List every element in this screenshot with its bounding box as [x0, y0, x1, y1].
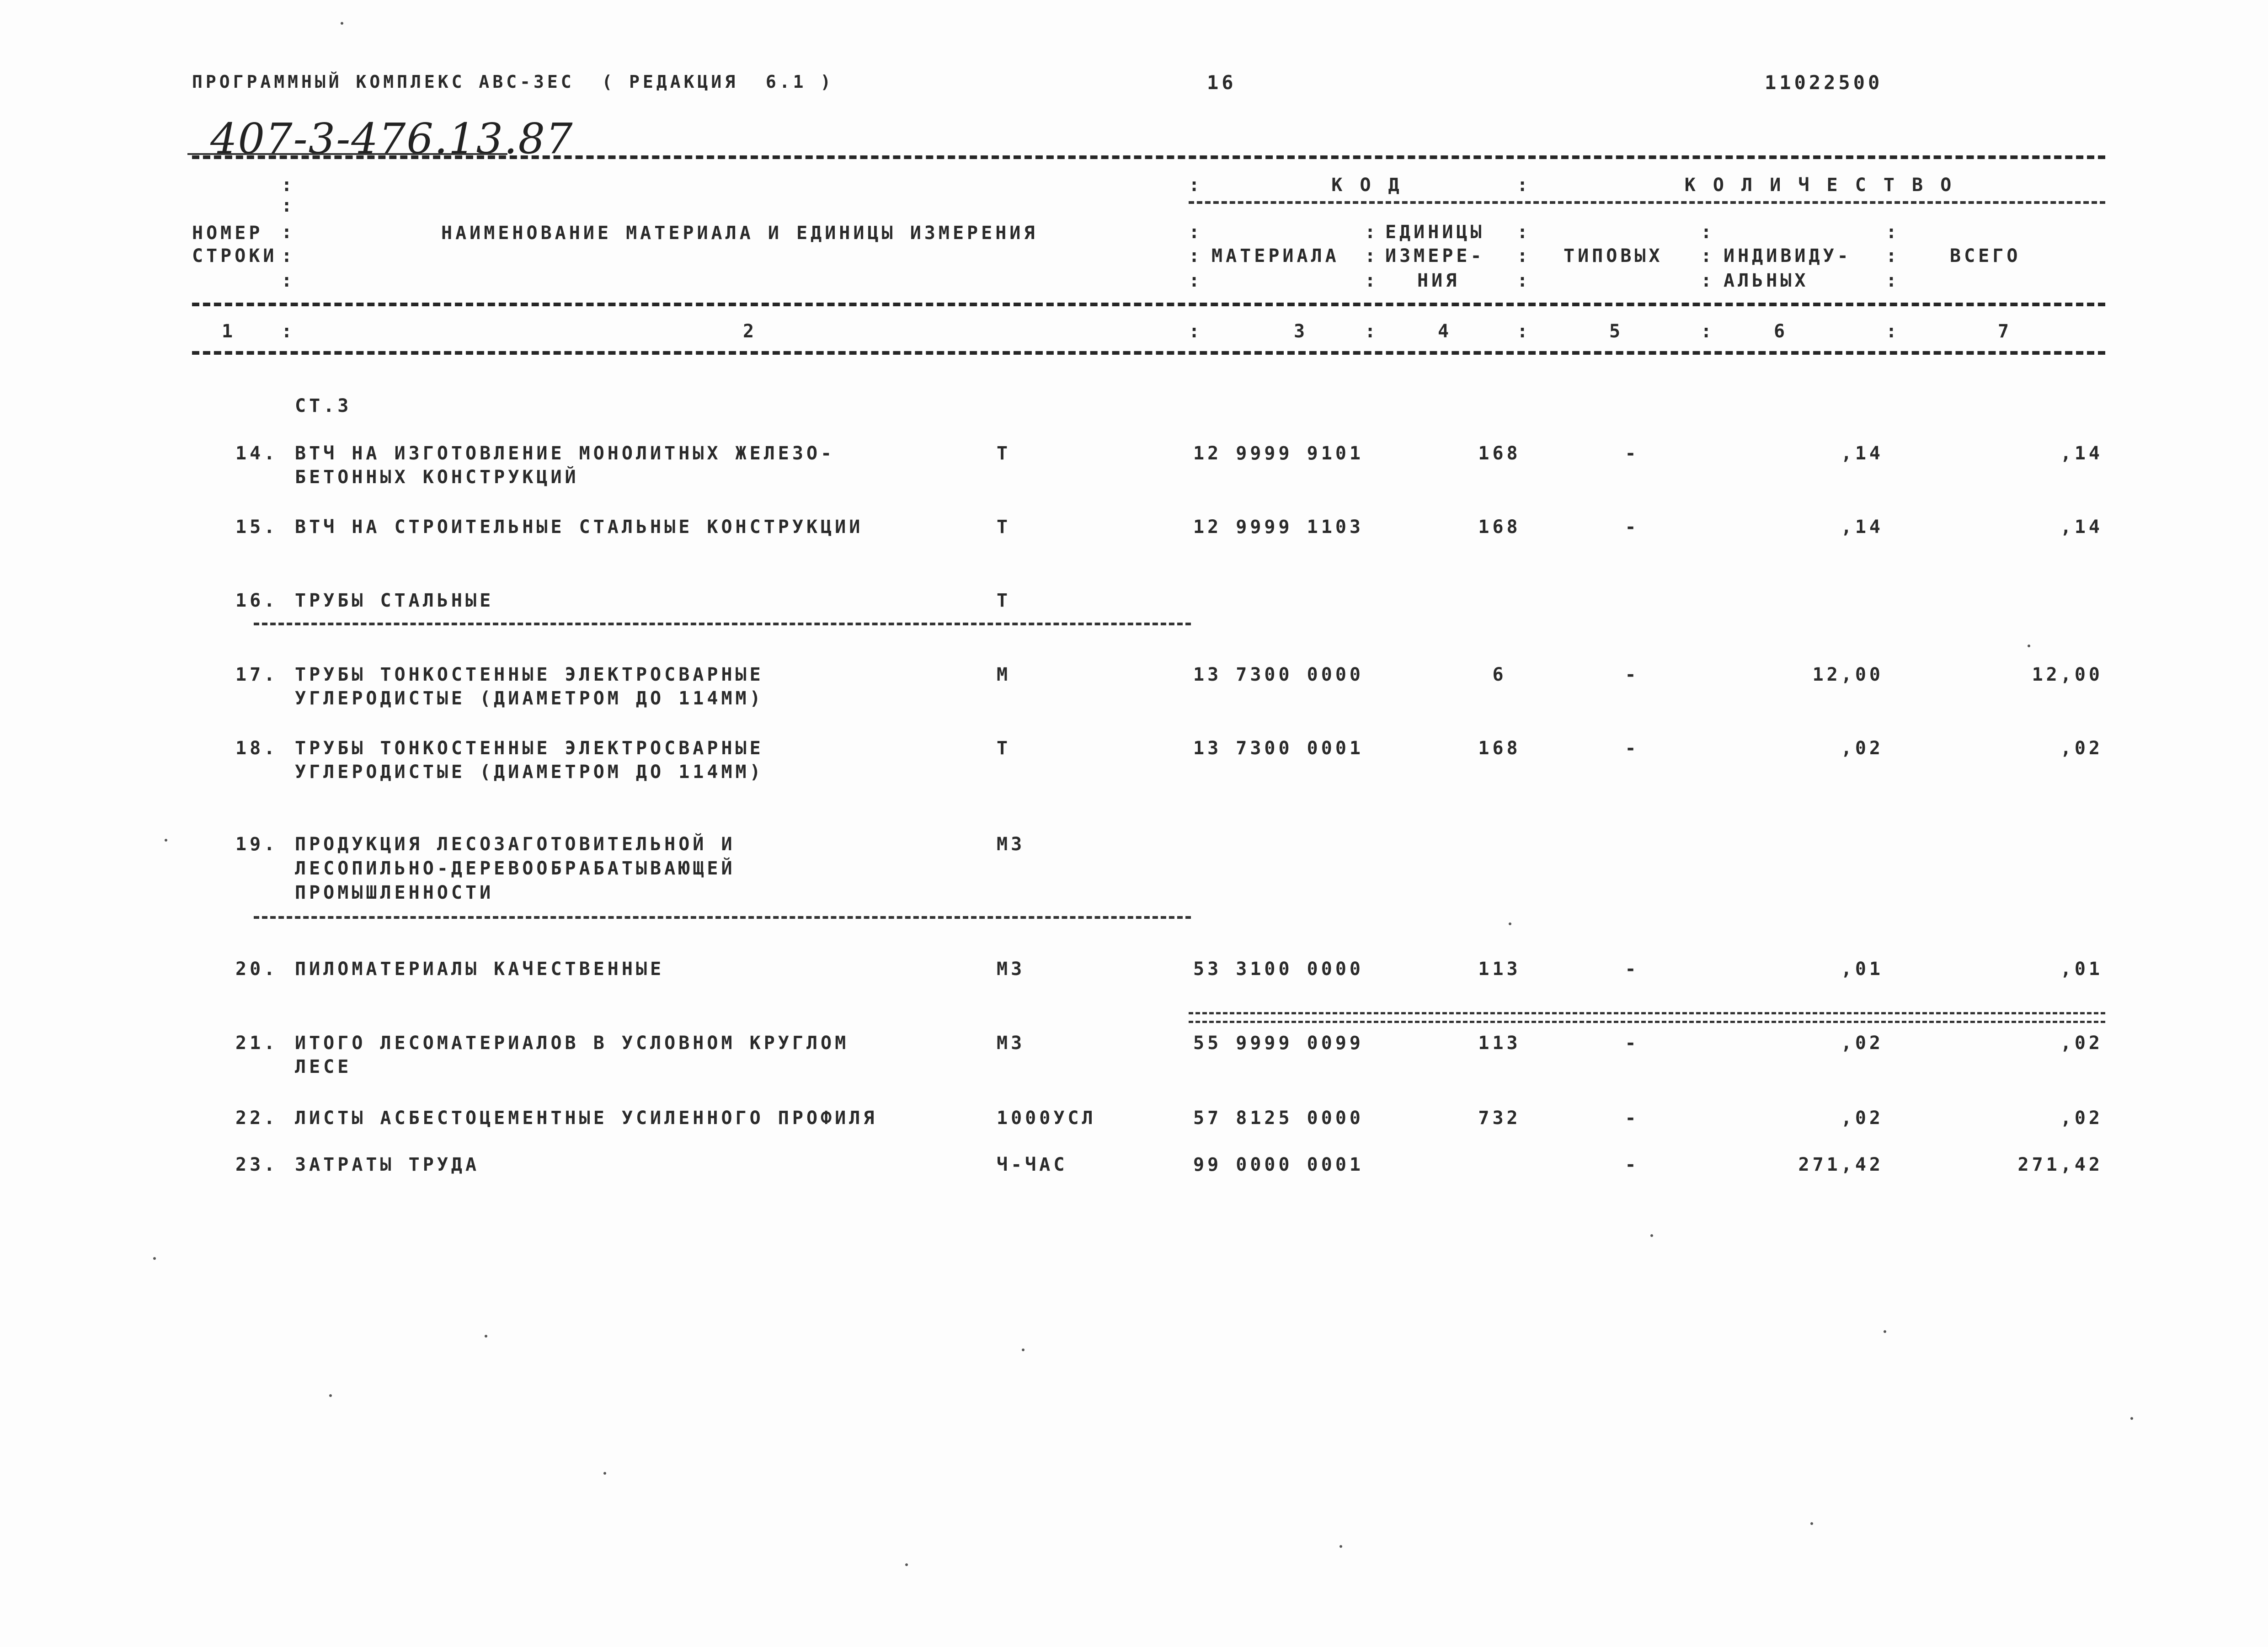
material-name: ЛИСТЫ АСБЕСТОЦЕМЕНТНЫЕ УСИЛЕННОГО ПРОФИЛЯ — [295, 1108, 878, 1129]
total-qty: 12,00 — [2032, 664, 2103, 685]
document-code: 11022500 — [1765, 71, 1883, 94]
col-num-5: 5 — [1609, 321, 1624, 342]
unit: Т — [997, 590, 1011, 611]
unit: М3 — [997, 959, 1025, 980]
col-num-3: 3 — [1294, 321, 1308, 342]
unit: М3 — [997, 834, 1025, 855]
typical-qty: - — [1625, 738, 1639, 759]
material-name: ВТЧ НА СТРОИТЕЛЬНЫЕ СТАЛЬНЫЕ КОНСТРУКЦИИ — [295, 517, 864, 538]
group-rule — [254, 623, 1191, 625]
total-qty: ,02 — [2060, 1108, 2103, 1129]
quantity-individual-header-2: АЛЬНЫХ — [1724, 270, 1809, 291]
unit: М — [997, 664, 1011, 685]
kod-quantity-rule — [1189, 201, 2105, 204]
unit-code: 113 — [1478, 1033, 1521, 1054]
individual-qty: ,02 — [1841, 1108, 1884, 1129]
material-code: 57 8125 0000 — [1193, 1108, 1364, 1129]
total-double-rule — [1189, 1012, 2105, 1023]
material-code: 13 7300 0001 — [1193, 738, 1364, 759]
individual-qty: ,01 — [1841, 959, 1884, 980]
total-qty: ,14 — [2060, 517, 2103, 538]
handwriting-underline — [187, 153, 507, 155]
kod-material-header: МАТЕРИАЛА — [1211, 245, 1339, 267]
material-name-cont: ПРОМЫШЛЕННОСТИ — [295, 882, 494, 903]
unit: Т — [997, 517, 1011, 538]
section-label: СТ.3 — [295, 395, 352, 416]
row-number: 17. — [235, 664, 278, 685]
quantity-group-header: К О Л И Ч Е С Т В О — [1684, 175, 1955, 196]
quantity-individual-header-1: ИНДИВИДУ- — [1724, 245, 1852, 267]
row-number-header-2: СТРОКИ — [192, 245, 277, 267]
material-code: 12 9999 1103 — [1193, 517, 1364, 538]
typical-qty: - — [1625, 1108, 1639, 1129]
col-num-7: 7 — [1998, 321, 2012, 342]
row-number: 16. — [235, 590, 278, 611]
individual-qty: ,02 — [1841, 1033, 1884, 1054]
material-name: ВТЧ НА ИЗГОТОВЛЕНИЕ МОНОЛИТНЫХ ЖЕЛЕЗО- — [295, 443, 835, 464]
row-number: 22. — [235, 1108, 278, 1129]
unit-code: 168 — [1478, 517, 1521, 538]
unit-code: 6 — [1492, 664, 1507, 685]
individual-qty: ,02 — [1841, 738, 1884, 759]
row-number: 15. — [235, 517, 278, 538]
header-top-rule — [192, 155, 2105, 159]
row-number: 21. — [235, 1033, 278, 1054]
individual-qty: ,14 — [1841, 443, 1884, 464]
typical-qty: - — [1625, 517, 1639, 538]
unit: М3 — [997, 1033, 1025, 1054]
material-code: 53 3100 0000 — [1193, 959, 1364, 980]
material-code: 12 9999 9101 — [1193, 443, 1364, 464]
total-qty: ,01 — [2060, 959, 2103, 980]
col-num-1: 1 — [222, 321, 236, 342]
unit: Т — [997, 443, 1011, 464]
material-code: 13 7300 0000 — [1193, 664, 1364, 685]
group-rule — [254, 916, 1191, 919]
material-code: 99 0000 0001 — [1193, 1154, 1364, 1175]
material-name-cont: БЕТОННЫХ КОНСТРУКЦИЙ — [295, 467, 579, 488]
material-name: ПИЛОМАТЕРИАЛЫ КАЧЕСТВЕННЫЕ — [295, 959, 665, 980]
typical-qty: - — [1625, 1154, 1639, 1175]
col-num-2: 2 — [743, 321, 758, 342]
material-name: ТРУБЫ ТОНКОСТЕННЫЕ ЭЛЕКТРОСВАРНЫЕ — [295, 738, 764, 759]
page-number: 16 — [1207, 71, 1237, 94]
program-title: ПРОГРАММНЫЙ КОМПЛЕКС АВС-ЗЕС ( РЕДАКЦИЯ 6.1 ) — [192, 72, 834, 92]
unit-code: 113 — [1478, 959, 1521, 980]
unit: 1000УСЛ — [997, 1108, 1096, 1129]
kod-unit-header-1: ЕДИНИЦЫ — [1385, 222, 1485, 243]
total-qty: ,02 — [2060, 738, 2103, 759]
col-num-6: 6 — [1774, 321, 1788, 342]
material-name-cont: ЛЕСЕ — [295, 1056, 352, 1077]
material-name: ИТОГО ЛЕСОМАТЕРИАЛОВ В УСЛОВНОМ КРУГЛОМ — [295, 1033, 849, 1054]
total-qty: 271,42 — [2017, 1154, 2103, 1175]
unit-code: 732 — [1478, 1108, 1521, 1129]
column-number-rule — [192, 351, 2105, 355]
typical-qty: - — [1625, 443, 1639, 464]
material-code: 55 9999 0099 — [1193, 1033, 1364, 1054]
material-name-cont: УГЛЕРОДИСТЫЕ (ДИАМЕТРОМ ДО 114ММ) — [295, 688, 764, 709]
individual-qty: ,14 — [1841, 517, 1884, 538]
typical-qty: - — [1625, 664, 1639, 685]
name-column-header: НАИМЕНОВАНИЕ МАТЕРИАЛА И ЕДИНИЦЫ ИЗМЕРЕНИЯ — [441, 223, 1038, 244]
kod-group-header: К О Д — [1331, 175, 1403, 196]
material-name-cont: ЛЕСОПИЛЬНО-ДЕРЕВООБРАБАТЫВАЮЩЕЙ — [295, 858, 736, 879]
material-name: ЗАТРАТЫ ТРУДА — [295, 1154, 480, 1175]
handwritten-reference: 407-3-476.13.87 — [210, 114, 574, 163]
material-name: ПРОДУКЦИЯ ЛЕСОЗАГОТОВИТЕЛЬНОЙ И — [295, 834, 736, 855]
material-name: ТРУБЫ ТОНКОСТЕННЫЕ ЭЛЕКТРОСВАРНЫЕ — [295, 664, 764, 685]
col-num-4: 4 — [1438, 321, 1452, 342]
individual-qty: 12,00 — [1812, 664, 1884, 685]
row-number: 14. — [235, 443, 278, 464]
printout-page: ПРОГРАММНЫЙ КОМПЛЕКС АВС-ЗЕС ( РЕДАКЦИЯ 6.1 ) 16 11022500 407-3-476.13.87 : : : : : : : : : : : : : : : : : : : : : : НОМЕР СТРОКИ НАИМЕНОВАНИЕ МАТЕРИАЛА И ЕДИНИЦЫ ИЗМЕРЕНИЯ К О Д МАТЕРИАЛА ЕДИНИЦЫ ИЗМЕРЕ- НИЯ К О Л И Ч Е С Т В О ТИПОВЫХ ИНДИВИДУ- АЛЬНЫХ ВСЕГО 1 : 2 : 3 : 4 : 5 : 6 : 7 СТ.3 14. ВТЧ НА ИЗГОТОВЛЕНИЕ МОНОЛИТНЫХ ЖЕЛЕЗО- БЕТОННЫХ КОНСТРУКЦИЙ Т 12 9999 9101 168 - ,14 ,14 15. ВТЧ НА СТРОИТЕЛЬНЫЕ СТАЛЬНЫЕ КОНСТРУКЦИИ Т 12 9999 1103 168 - ,14 ,14 16. ТРУБЫ СТАЛЬНЫЕ Т 17. ТРУБЫ ТОНКОСТЕННЫЕ ЭЛЕКТРОСВАРНЫЕ УГЛЕРОДИСТЫЕ (ДИАМЕТРОМ ДО 114ММ) М 13 7300 0000 6 - 12,00 12,00 18. ТРУБЫ ТОНКОСТЕННЫЕ ЭЛЕКТРОСВАРНЫЕ УГЛЕРОДИСТЫЕ (ДИАМЕТРОМ ДО 114ММ) Т 13 7300 0001 168 - ,02 ,02 19. ПРОДУКЦИЯ ЛЕСОЗАГОТОВИТЕЛЬНОЙ И ЛЕСОПИЛЬНО-ДЕРЕВООБРАБАТЫВАЮЩЕЙ ПРОМЫШЛЕННОСТИ М3 20. ПИЛОМАТЕРИАЛЫ КАЧЕСТВЕННЫЕ М3 53 3100 0000 113 - ,01 ,01 21. ИТОГО ЛЕСОМАТЕРИАЛОВ В УСЛОВНОМ КРУГЛОМ ЛЕСЕ М3 55 9999 0099 113 - ,02 ,02 22. ЛИСТЫ АСБЕСТОЦЕМЕНТНЫЕ УСИЛЕННОГО ПРОФИЛЯ 1000УСЛ 57 8125 0000 732 - ,02 ,02 23. ЗАТРАТЫ ТРУДА Ч-ЧАС 99 0000 0001 - 271,42 271,42 — [0, 0, 2268, 1647]
row-number: 20. — [235, 959, 278, 980]
row-number: 18. — [235, 738, 278, 759]
typical-qty: - — [1625, 1033, 1639, 1054]
row-number: 19. — [235, 834, 278, 855]
header-bottom-rule — [192, 303, 2105, 306]
kod-unit-header-3: НИЯ — [1417, 270, 1460, 291]
unit: Т — [997, 738, 1011, 759]
material-name: ТРУБЫ СТАЛЬНЫЕ — [295, 590, 494, 611]
unit: Ч-ЧАС — [997, 1154, 1068, 1175]
kod-unit-header-2: ИЗМЕРЕ- — [1385, 245, 1485, 267]
material-name-cont: УГЛЕРОДИСТЫЕ (ДИАМЕТРОМ ДО 114ММ) — [295, 762, 764, 783]
unit-code: 168 — [1478, 443, 1521, 464]
typical-qty: - — [1625, 959, 1639, 980]
total-qty: ,14 — [2060, 443, 2103, 464]
individual-qty: 271,42 — [1798, 1154, 1884, 1175]
row-number: 23. — [235, 1154, 278, 1175]
row-number-header-1: НОМЕР — [192, 223, 263, 244]
quantity-typical-header: ТИПОВЫХ — [1564, 245, 1663, 267]
unit-code: 168 — [1478, 738, 1521, 759]
quantity-total-header: ВСЕГО — [1950, 245, 2021, 267]
total-qty: ,02 — [2060, 1033, 2103, 1054]
